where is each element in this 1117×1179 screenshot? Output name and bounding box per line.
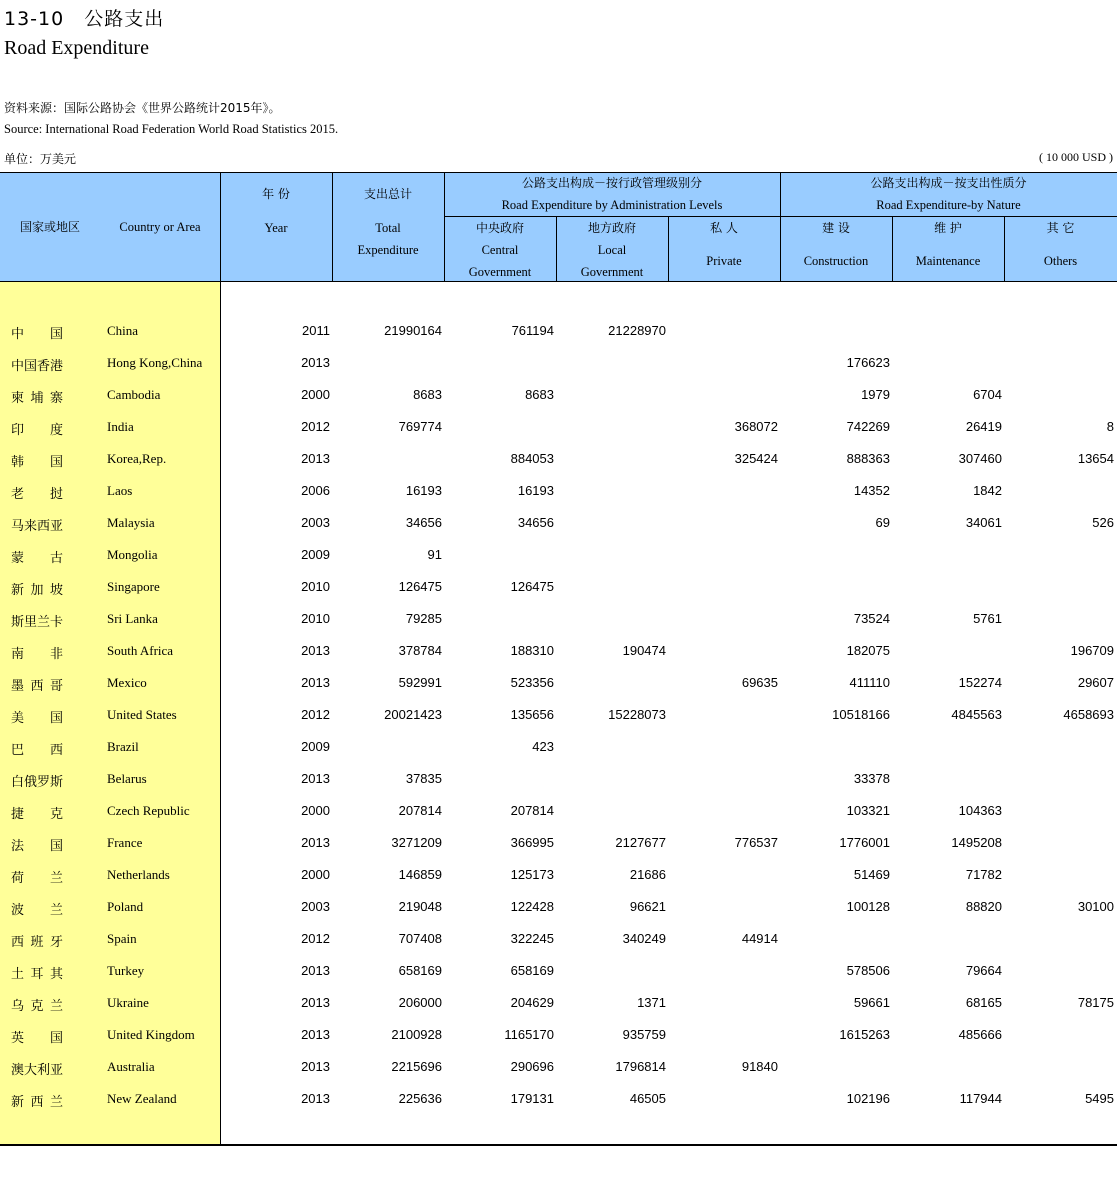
- country-name-cn: 乌克兰: [11, 999, 63, 1014]
- table-bottom-rule: [0, 1144, 1117, 1146]
- country-name-cn: 西班牙: [11, 935, 63, 950]
- header-central-en-1: Central: [481, 243, 519, 257]
- table-row: [0, 771, 1117, 803]
- header-country-cn: 国家或地区: [19, 220, 80, 234]
- header-maintenance-cn: 维 护: [934, 221, 962, 235]
- local-government-cell: 21686: [629, 867, 666, 882]
- local-government-cell: 340249: [622, 931, 666, 946]
- total-expenditure-cell: 79285: [405, 611, 442, 626]
- header-private-cn: 私 人: [710, 221, 738, 235]
- country-name-cn: 新西兰: [11, 1095, 63, 1110]
- country-name-cn: 中国香港: [11, 359, 64, 374]
- central-government-cell: 884053: [510, 451, 554, 466]
- country-name-en: United States: [107, 707, 177, 722]
- total-expenditure-cell: 206000: [398, 995, 442, 1010]
- central-government-cell: 322245: [510, 931, 554, 946]
- country-name-cn: 马来西亚: [11, 519, 64, 534]
- header-central-en-2: Government: [468, 265, 532, 279]
- country-name-en: Australia: [107, 1059, 155, 1074]
- header-construction-cn: 建 设: [822, 221, 850, 235]
- country-name-en: France: [107, 835, 143, 850]
- construction-cell: 103321: [846, 803, 890, 818]
- total-expenditure-cell: 146859: [398, 867, 442, 882]
- private-cell: 368072: [734, 419, 778, 434]
- header-year-en: Year: [264, 221, 288, 235]
- table-row: [0, 419, 1117, 451]
- country-name-en: Ukraine: [107, 995, 149, 1010]
- central-government-cell: 135656: [510, 707, 554, 722]
- total-expenditure-cell: 2100928: [391, 1027, 442, 1042]
- construction-cell: 1979: [861, 387, 890, 402]
- maintenance-cell: 5761: [973, 611, 1002, 626]
- year-cell: 2009: [301, 739, 330, 754]
- total-expenditure-cell: 658169: [398, 963, 442, 978]
- country-name-en: Poland: [107, 899, 144, 914]
- table-row: [0, 899, 1117, 931]
- country-name-cn: 巴西: [11, 743, 63, 758]
- country-name-en: Netherlands: [107, 867, 170, 882]
- construction-cell: 578506: [846, 963, 890, 978]
- construction-cell: 1776001: [839, 835, 890, 850]
- table-row: [0, 867, 1117, 899]
- local-government-cell: 96621: [629, 899, 666, 914]
- country-name-cn: 美国: [11, 711, 63, 726]
- total-expenditure-cell: 225636: [398, 1091, 442, 1106]
- country-name-en: Turkey: [107, 963, 145, 978]
- country-name-cn: 荷兰: [11, 871, 63, 886]
- total-expenditure-cell: 207814: [398, 803, 442, 818]
- central-government-cell: 126475: [510, 579, 554, 594]
- local-government-cell: 21228970: [608, 323, 666, 338]
- header-local-en-2: Government: [580, 265, 644, 279]
- central-government-cell: 16193: [517, 483, 554, 498]
- local-government-cell: 15228073: [608, 707, 666, 722]
- country-name-cn: 法国: [11, 839, 63, 854]
- local-government-cell: 46505: [629, 1091, 666, 1106]
- table-row: [0, 355, 1117, 387]
- table-row: [0, 835, 1117, 867]
- header-nature-group-en: Road Expenditure-by Nature: [876, 198, 1021, 212]
- country-name-cn: 波兰: [11, 903, 63, 918]
- total-expenditure-cell: 592991: [398, 675, 442, 690]
- country-name-cn: 南非: [11, 647, 63, 662]
- maintenance-cell: 104363: [958, 803, 1002, 818]
- country-name-en: Spain: [107, 931, 137, 946]
- total-expenditure-cell: 37835: [405, 771, 442, 786]
- central-government-cell: 204629: [510, 995, 554, 1010]
- others-cell: 13654: [1077, 451, 1114, 466]
- total-expenditure-cell: 20021423: [384, 707, 442, 722]
- table-row: [0, 451, 1117, 483]
- country-name-cn: 土耳其: [11, 967, 63, 982]
- maintenance-cell: 485666: [958, 1027, 1002, 1042]
- construction-cell: 1615263: [839, 1027, 890, 1042]
- maintenance-cell: 26419: [965, 419, 1002, 434]
- year-cell: 2013: [301, 643, 330, 658]
- header-total-cn: 支出总计: [363, 187, 412, 201]
- country-name-cn: 墨西哥: [11, 679, 63, 694]
- year-cell: 2013: [301, 451, 330, 466]
- country-name-cn: 澳大利亚: [11, 1063, 64, 1078]
- country-name-cn: 英国: [11, 1031, 63, 1046]
- construction-cell: 51469: [853, 867, 890, 882]
- year-cell: 2012: [301, 931, 330, 946]
- table-row: [0, 707, 1117, 739]
- country-name-en: Belarus: [107, 771, 147, 786]
- others-cell: 8: [1106, 419, 1114, 434]
- table-row: [0, 995, 1117, 1027]
- country-name-cn: 捷克: [11, 807, 63, 822]
- maintenance-cell: 68165: [965, 995, 1002, 1010]
- others-cell: 30100: [1077, 899, 1114, 914]
- central-government-cell: 8683: [525, 387, 554, 402]
- year-cell: 2013: [301, 1091, 330, 1106]
- others-cell: 29607: [1077, 675, 1114, 690]
- country-name-cn: 中国: [11, 327, 63, 342]
- country-name-en: Mongolia: [107, 547, 158, 562]
- table-row: [0, 483, 1117, 515]
- header-local-cn: 地方政府: [587, 221, 636, 235]
- table-row: [0, 1091, 1117, 1123]
- maintenance-cell: 1495208: [951, 835, 1002, 850]
- page-title-en: Road Expenditure: [4, 37, 149, 59]
- construction-cell: 100128: [846, 899, 890, 914]
- local-government-cell: 1796814: [615, 1059, 666, 1074]
- central-government-cell: 761194: [511, 323, 554, 338]
- year-cell: 2013: [301, 675, 330, 690]
- country-name-en: Malaysia: [107, 515, 155, 530]
- total-expenditure-cell: 2215696: [391, 1059, 442, 1074]
- country-name-en: South Africa: [107, 643, 174, 658]
- year-cell: 2012: [301, 419, 330, 434]
- year-cell: 2010: [301, 579, 330, 594]
- table-row: [0, 611, 1117, 643]
- country-name-cn: 印度: [11, 423, 63, 438]
- unit-cn: 单位：万美元: [4, 152, 77, 166]
- maintenance-cell: 34061: [965, 515, 1002, 530]
- year-cell: 2013: [301, 1059, 330, 1074]
- total-expenditure-cell: 16193: [405, 483, 442, 498]
- country-name-cn: 蒙古: [11, 551, 63, 566]
- table-row: [0, 323, 1117, 355]
- country-name-en: Cambodia: [107, 387, 161, 402]
- year-cell: 2013: [301, 963, 330, 978]
- others-cell: 526: [1092, 515, 1114, 530]
- year-cell: 2013: [301, 771, 330, 786]
- total-expenditure-cell: 91: [427, 547, 442, 562]
- header-others-en: Others: [1043, 254, 1078, 268]
- central-government-cell: 125173: [510, 867, 554, 882]
- page-title-cn: 13-10 公路支出: [4, 8, 165, 30]
- central-government-cell: 188310: [510, 643, 554, 658]
- header-total-en-1: Total: [375, 221, 401, 235]
- year-cell: 2006: [301, 483, 330, 498]
- country-name-en: New Zealand: [107, 1091, 177, 1106]
- construction-cell: 10518166: [832, 707, 890, 722]
- country-name-en: Korea,Rep.: [107, 451, 167, 466]
- country-name-en: Mexico: [107, 675, 147, 690]
- central-government-cell: 658169: [510, 963, 554, 978]
- total-expenditure-cell: 21990164: [384, 323, 442, 338]
- construction-cell: 33378: [853, 771, 890, 786]
- construction-cell: 411110: [849, 675, 890, 690]
- country-name-en: Hong Kong,China: [107, 355, 203, 370]
- local-government-cell: 1371: [637, 995, 666, 1010]
- year-cell: 2010: [301, 611, 330, 626]
- private-cell: 44914: [741, 931, 778, 946]
- private-cell: 325424: [734, 451, 778, 466]
- header-private-en: Private: [706, 254, 742, 268]
- unit-en: ( 10 000 USD ): [1039, 150, 1113, 164]
- maintenance-cell: 6704: [973, 387, 1002, 402]
- header-total-en-2: Expenditure: [357, 243, 419, 257]
- country-name-en: United Kingdom: [107, 1027, 195, 1042]
- country-name-en: Singapore: [107, 579, 160, 594]
- local-government-cell: 935759: [622, 1027, 666, 1042]
- header-maintenance-en: Maintenance: [915, 254, 981, 268]
- header-group-divider: [444, 216, 1117, 217]
- country-name-cn: 新加坡: [11, 583, 63, 598]
- total-expenditure-cell: 34656: [405, 515, 442, 530]
- private-cell: 776537: [734, 835, 778, 850]
- private-cell: 91840: [741, 1059, 778, 1074]
- table-row: [0, 1059, 1117, 1091]
- year-cell: 2012: [301, 707, 330, 722]
- source-cn: 资料来源：国际公路协会《世界公路统计2015年》。: [4, 101, 281, 115]
- construction-cell: 73524: [853, 611, 890, 626]
- total-expenditure-cell: 707408: [398, 931, 442, 946]
- maintenance-cell: 1842: [973, 483, 1002, 498]
- maintenance-cell: 71782: [965, 867, 1002, 882]
- country-name-en: Brazil: [107, 739, 139, 754]
- maintenance-cell: 79664: [965, 963, 1002, 978]
- table-row: [0, 803, 1117, 835]
- header-admin-group-cn: 公路支出构成－按行政管理级别分: [521, 176, 702, 190]
- year-cell: 2000: [301, 803, 330, 818]
- table-row: [0, 387, 1117, 419]
- total-expenditure-cell: 8683: [413, 387, 442, 402]
- year-cell: 2013: [301, 835, 330, 850]
- source-en: Source: International Road Federation World Road Statistics 2015.: [4, 122, 339, 136]
- central-government-cell: 122428: [510, 899, 554, 914]
- construction-cell: 69: [875, 515, 890, 530]
- country-name-en: India: [107, 419, 134, 434]
- central-government-cell: 423: [532, 739, 554, 754]
- table-row: [0, 739, 1117, 771]
- country-name-cn: 老挝: [11, 487, 63, 502]
- country-name-en: Laos: [107, 483, 133, 498]
- header-others-cn: 其 它: [1046, 221, 1075, 235]
- year-cell: 2011: [302, 323, 330, 338]
- total-expenditure-cell: 378784: [398, 643, 442, 658]
- maintenance-cell: 88820: [965, 899, 1002, 914]
- year-cell: 2009: [301, 547, 330, 562]
- table-row: [0, 579, 1117, 611]
- total-expenditure-cell: 3271209: [391, 835, 442, 850]
- table-header: [0, 172, 1117, 282]
- table-row: [0, 1027, 1117, 1059]
- others-cell: 196709: [1070, 643, 1114, 658]
- total-expenditure-cell: 769774: [398, 419, 442, 434]
- header-construction-en: Construction: [803, 254, 869, 268]
- construction-cell: 102196: [846, 1091, 890, 1106]
- year-cell: 2013: [301, 1027, 330, 1042]
- country-name-en: Czech Republic: [107, 803, 190, 818]
- construction-cell: 742269: [846, 419, 890, 434]
- year-cell: 2003: [301, 899, 330, 914]
- country-name-cn: 柬埔寨: [11, 391, 63, 406]
- central-government-cell: 1165170: [504, 1027, 554, 1042]
- central-government-cell: 290696: [510, 1059, 554, 1074]
- year-cell: 2013: [301, 995, 330, 1010]
- table-row: [0, 931, 1117, 963]
- central-government-cell: 34656: [517, 515, 554, 530]
- others-cell: 4658693: [1063, 707, 1114, 722]
- country-name-en: China: [107, 323, 139, 338]
- table-row: [0, 515, 1117, 547]
- total-expenditure-cell: 219048: [398, 899, 442, 914]
- country-name-cn: 白俄罗斯: [11, 775, 64, 790]
- header-local-en-1: Local: [597, 243, 627, 257]
- central-government-cell: 523356: [510, 675, 554, 690]
- total-expenditure-cell: 126475: [398, 579, 442, 594]
- maintenance-cell: 152274: [958, 675, 1002, 690]
- central-government-cell: 366995: [510, 835, 554, 850]
- country-name-cn: 韩国: [11, 455, 63, 470]
- construction-cell: 59661: [853, 995, 890, 1010]
- table-row: [0, 643, 1117, 675]
- header-year-cn: 年 份: [262, 187, 290, 201]
- header-nature-group-cn: 公路支出构成－按支出性质分: [870, 176, 1027, 190]
- others-cell: 78175: [1077, 995, 1114, 1010]
- year-cell: 2000: [301, 387, 330, 402]
- header-country-en: Country or Area: [119, 220, 201, 234]
- table-row: [0, 675, 1117, 707]
- construction-cell: 176623: [846, 355, 890, 370]
- table-body: [0, 282, 1117, 1147]
- year-cell: 2013: [301, 355, 330, 370]
- expenditure-table: [0, 172, 1117, 1147]
- year-cell: 2003: [301, 515, 330, 530]
- local-government-cell: 2127677: [615, 835, 666, 850]
- maintenance-cell: 307460: [958, 451, 1002, 466]
- construction-cell: 182075: [846, 643, 890, 658]
- others-cell: 5495: [1085, 1091, 1114, 1106]
- country-name-cn: 斯里兰卡: [11, 615, 64, 630]
- country-name-en: Sri Lanka: [107, 611, 158, 626]
- maintenance-cell: 117944: [959, 1091, 1002, 1106]
- central-government-cell: 179131: [510, 1091, 554, 1106]
- construction-cell: 14352: [853, 483, 890, 498]
- central-government-cell: 207814: [510, 803, 554, 818]
- private-cell: 69635: [741, 675, 778, 690]
- header-central-cn: 中央政府: [475, 221, 524, 235]
- table-row: [0, 547, 1117, 579]
- header-admin-group-en: Road Expenditure by Administration Levels: [501, 198, 723, 212]
- table-row: [0, 963, 1117, 995]
- construction-cell: 888363: [846, 451, 890, 466]
- maintenance-cell: 4845563: [951, 707, 1002, 722]
- local-government-cell: 190474: [622, 643, 666, 658]
- year-cell: 2000: [301, 867, 330, 882]
